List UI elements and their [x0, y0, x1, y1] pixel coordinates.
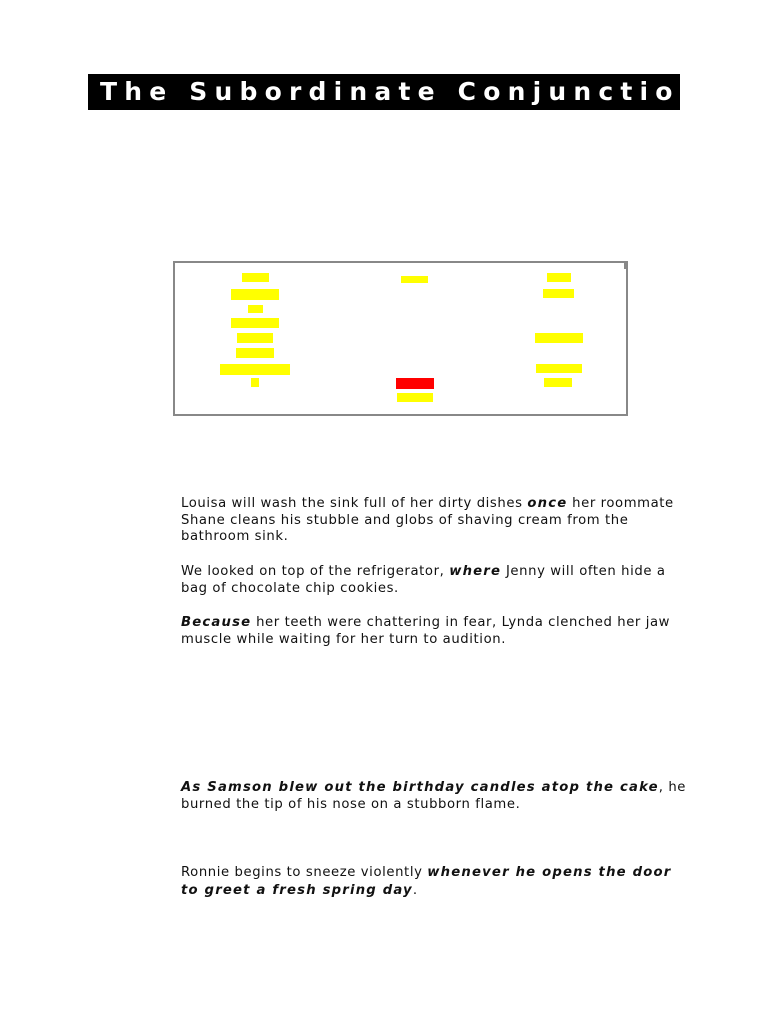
sentence-text: , he burned the tip of his nose on a stubborn flame.: [181, 780, 686, 812]
highlighted-word: [220, 364, 290, 375]
sentence-text: her teeth were chattering in fear, Lynda clenched her jaw muscle while waiting for her turn to audition.: [181, 615, 671, 647]
highlighted-word: [543, 289, 574, 298]
example-sentence: [181, 615, 691, 648]
sentence-text: her roommate Shane cleans his stubble and globs of shaving cream from the bathroom sink.: [181, 496, 674, 544]
highlighted-word: [536, 364, 582, 373]
clause-emphasis: As Samson blew out the birthday candles atop the cake: [181, 780, 659, 795]
highlighted-word: [535, 333, 583, 343]
page-title: The Subordinate Conjunction: [100, 77, 705, 106]
title-bar: [88, 74, 705, 110]
example-sentence: [181, 564, 691, 597]
example-sentence: [181, 864, 691, 900]
highlighted-word: [547, 273, 571, 282]
conjunction-emphasis: where: [449, 564, 502, 579]
sentence-text: Louisa will wash the sink full of her dirty dishes: [181, 496, 528, 511]
conjunction-table: [173, 261, 628, 416]
highlighted-word: [231, 318, 279, 328]
table-corner-mark: [173, 261, 175, 269]
example-sentence: [181, 780, 691, 813]
sentence-text: Jenny will often hide a bag of chocolate chip cookies.: [181, 564, 666, 596]
clause-emphasis: whenever he opens the door to greet a fresh spring day: [181, 865, 672, 898]
highlighted-word: [397, 393, 433, 402]
highlighted-word: [401, 276, 428, 283]
table-corner-mark: [624, 261, 626, 269]
conjunction-emphasis: Because: [181, 615, 252, 630]
example-sentence: [181, 496, 691, 546]
conjunction-emphasis: once: [527, 496, 568, 511]
sentence-text: Ronnie begins to sneeze violently: [181, 865, 428, 880]
highlighted-answer: [396, 378, 434, 389]
sentence-text: We looked on top of the refrigerator,: [181, 564, 450, 579]
highlighted-word: [237, 333, 273, 343]
sentence-text: .: [412, 883, 418, 898]
highlighted-word: [231, 289, 279, 300]
highlighted-word: [544, 378, 572, 387]
highlighted-word: [251, 378, 259, 387]
highlighted-word: [236, 348, 274, 358]
highlighted-word: [242, 273, 269, 282]
highlighted-word: [248, 305, 263, 313]
